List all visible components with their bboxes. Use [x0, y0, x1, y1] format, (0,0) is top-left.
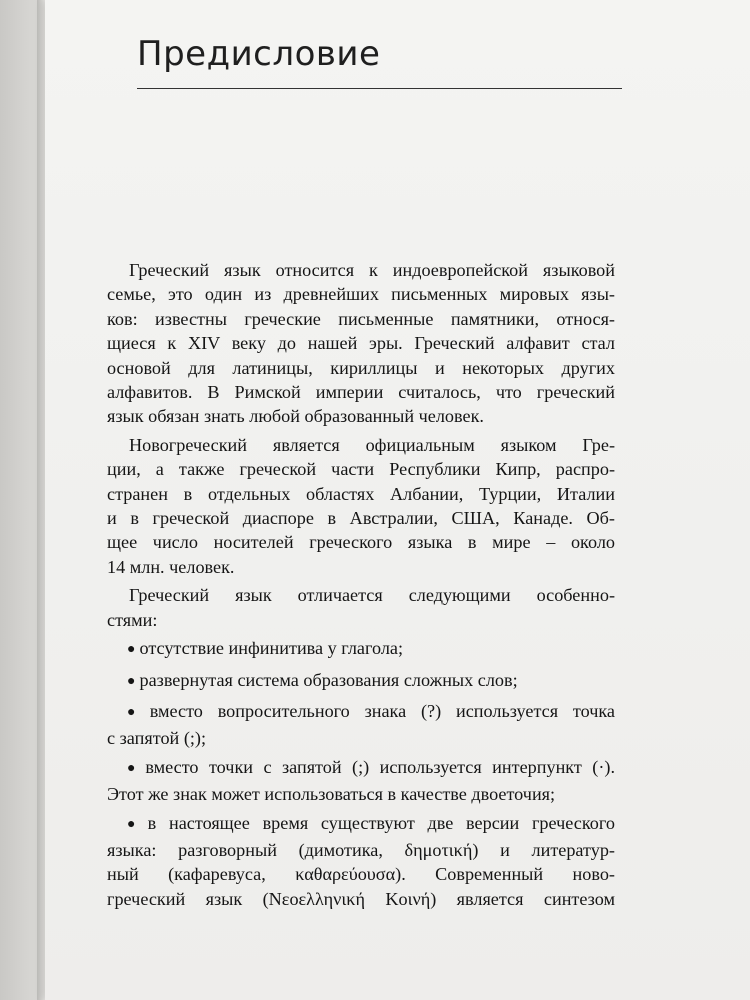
text-line	[107, 811, 615, 838]
paragraph-3	[107, 583, 615, 632]
text-line: греческий язык (Νεοελληνική Κοινή) является синтезом	[107, 888, 615, 909]
bullet-item	[107, 668, 615, 695]
text-line: Греческий язык отличается следующими особенно-	[129, 585, 615, 606]
bullet-icon: ●	[127, 673, 136, 689]
bullet-text: вместо вопросительного знака (?) используется точка	[149, 700, 615, 721]
bullet-icon: ●	[127, 704, 146, 720]
text-line: основой для латиницы, кириллицы и некоторых других	[107, 357, 615, 378]
bullet-item	[107, 636, 615, 663]
text-line: ный (кафаревуса, καθαρεύουσα). Современный ново-	[107, 864, 615, 885]
bullet-item	[107, 699, 615, 751]
text-line: щиеся к XIV веку до нашей эры. Греческий алфавит стал	[107, 333, 615, 354]
paragraph-1	[107, 258, 615, 429]
paragraph-2	[107, 433, 615, 579]
text-line: алфавитов. В Римской империи считалось, что греческий	[107, 382, 615, 403]
bullet-icon: ●	[127, 760, 142, 776]
text-line: Греческий язык относится к индоевропейской языковой	[129, 260, 615, 280]
text-line: ции, а также греческой части Республики Кипр, распро-	[107, 459, 615, 480]
text-line: семье, это один из древнейших письменных мировых язы-	[107, 284, 615, 305]
text-line: 14 млн. человек.	[107, 556, 235, 577]
text-line: Этот же знак может использоваться в качестве двоеточия;	[107, 784, 556, 805]
page-title: Предисловие	[137, 34, 381, 74]
text-line	[107, 668, 615, 695]
text-line	[107, 699, 615, 726]
text-line: стями:	[107, 609, 158, 630]
text-line: языка: разговорный (димотика, δημοτική) и литератур-	[107, 839, 615, 860]
page-edge	[37, 0, 45, 1000]
body-text	[107, 258, 615, 911]
bullet-text: вместо точки с запятой (;) используется интерпункт (·).	[145, 756, 615, 777]
text-line: щее число носителей греческого языка в мире – около	[107, 532, 615, 553]
text-line: странен в отдельных областях Албании, Турции, Италии	[107, 483, 615, 504]
title-rule	[137, 88, 622, 89]
bullet-item	[107, 811, 615, 912]
text-line: и в греческой диаспоре в Австралии, США, Канаде. Об-	[107, 508, 615, 529]
bullet-item	[107, 755, 615, 807]
bullet-icon: ●	[127, 642, 136, 658]
bullet-icon: ●	[127, 816, 144, 832]
text-line: с запятой (;);	[107, 728, 207, 749]
bullet-text: отсутствие инфинитива у глагола;	[139, 638, 404, 659]
bullet-text: развернутая система образования сложных слов;	[139, 669, 518, 690]
text-line: язык обязан знать любой образованный человек.	[107, 406, 484, 427]
text-line	[107, 755, 615, 782]
text-line	[107, 636, 615, 663]
text-line: ков: известны греческие письменные памятники, относя-	[107, 308, 615, 329]
bullet-text: в настоящее время существуют две версии греческого	[147, 812, 615, 833]
text-line: Новогреческий является официальным языком Гре-	[129, 434, 615, 455]
